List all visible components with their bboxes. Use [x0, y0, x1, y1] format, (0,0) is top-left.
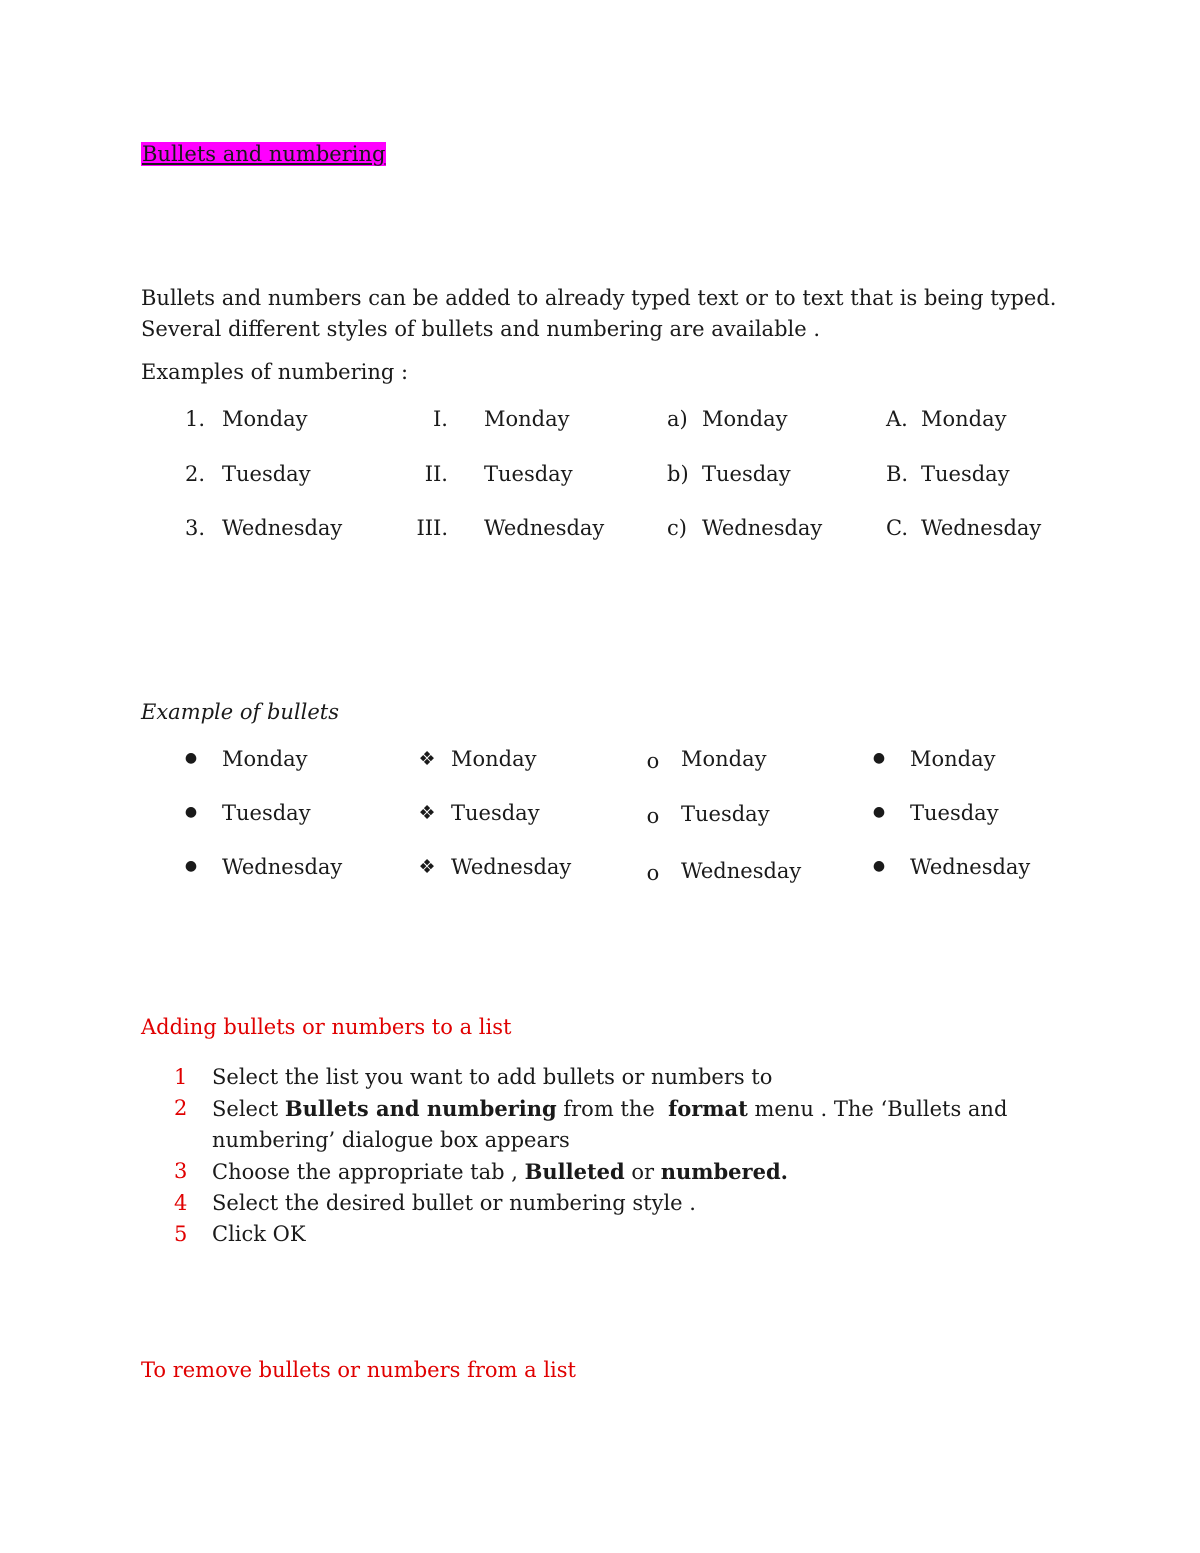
list-item: Tuesday [910, 801, 999, 825]
list-item: Monday [451, 747, 537, 771]
list-item: Wednesday [910, 855, 1031, 879]
page-title [141, 142, 386, 166]
list-item: Tuesday [484, 462, 573, 486]
bullets-label: Example of bullets [141, 700, 340, 724]
numbering-marker: 1. [184, 407, 205, 431]
step-number: 1 [174, 1065, 188, 1089]
step-number: 4 [174, 1191, 188, 1215]
numbering-label: Examples of numbering : [141, 360, 409, 384]
list-item [170, 1062, 1050, 1093]
step-text: Select the desired bullet or numbering style . [212, 1191, 696, 1215]
circle-bullet-icon: o [646, 861, 660, 885]
step-bold-text: numbered. [660, 1159, 788, 1184]
bullet-dot-icon: ● [872, 804, 886, 820]
step-text: Select the list you want to add bullets or numbers to [212, 1065, 773, 1089]
list-item: Tuesday [451, 801, 540, 825]
list-item: Wednesday [702, 516, 823, 540]
list-item: Tuesday [921, 462, 1010, 486]
list-item: Wednesday [222, 855, 343, 879]
numbering-marker: A. [886, 407, 908, 431]
steps-list [170, 1062, 1050, 1250]
list-item: Monday [681, 747, 767, 771]
list-item: Wednesday [484, 516, 605, 540]
numbering-marker: B. [886, 462, 909, 486]
step-number: 3 [174, 1159, 188, 1183]
list-item: Wednesday [222, 516, 343, 540]
adding-heading: Adding bullets or numbers to a list [141, 1015, 512, 1039]
list-item: Wednesday [921, 516, 1042, 540]
bullet-dot-icon: ● [184, 750, 198, 766]
list-item: Tuesday [702, 462, 791, 486]
list-item: Monday [910, 747, 996, 771]
numbering-marker: 3. [184, 516, 205, 540]
step-text: Click OK [212, 1222, 306, 1246]
step-bold-text: format [668, 1096, 748, 1121]
bullet-dot-icon: ● [872, 858, 886, 874]
step-text [212, 1093, 1050, 1156]
step-text-part: Select [212, 1097, 285, 1121]
list-item: Monday [484, 407, 570, 431]
list-item: Monday [702, 407, 788, 431]
numbering-marker: C. [886, 516, 908, 540]
step-text-part: from the [556, 1097, 669, 1121]
numbering-marker: II. [424, 462, 448, 486]
list-item [170, 1188, 1050, 1219]
step-text-part: or [624, 1160, 661, 1184]
bullet-dot-icon: ● [872, 750, 886, 766]
list-item: Wednesday [681, 859, 802, 883]
list-item: Monday [921, 407, 1007, 431]
list-item: Monday [222, 407, 308, 431]
list-item [170, 1093, 1050, 1156]
list-item: Tuesday [681, 802, 770, 826]
step-number: 5 [174, 1222, 188, 1246]
step-bold-text: Bullets and numbering [284, 1096, 557, 1121]
list-item: Tuesday [222, 462, 311, 486]
step-bold-text: Bulleted [524, 1159, 625, 1184]
diamond-bullet-icon: ❖ [418, 856, 436, 878]
numbering-marker: III. [416, 516, 448, 540]
step-text-part: Choose the appropriate tab , [212, 1160, 525, 1184]
step-text-part: menu . The ‘Bullets and numbering’ dialogue box appears [212, 1097, 1008, 1152]
step-text [212, 1156, 1050, 1188]
diamond-bullet-icon: ❖ [418, 802, 436, 824]
highlighted-title: Bullets and numbering [142, 142, 386, 166]
diamond-bullet-icon: ❖ [418, 748, 436, 770]
list-item [170, 1219, 1050, 1250]
list-item: Tuesday [222, 801, 311, 825]
numbering-marker: I. [433, 407, 448, 431]
numbering-marker: c) [667, 516, 687, 540]
remove-heading: To remove bullets or numbers from a list [141, 1358, 576, 1382]
bullet-dot-icon: ● [184, 858, 198, 874]
circle-bullet-icon: o [646, 804, 660, 828]
numbering-marker: a) [667, 407, 688, 431]
intro-paragraph: Bullets and numbers can be added to already typed text or to text that is being typed. Several different styles of bullets and numbering are available . [141, 286, 1057, 341]
list-item [170, 1156, 1050, 1188]
bullet-dot-icon: ● [184, 804, 198, 820]
numbering-marker: 2. [184, 462, 205, 486]
numbering-marker: b) [667, 462, 689, 486]
list-item: Wednesday [451, 855, 572, 879]
circle-bullet-icon: o [646, 749, 660, 773]
step-number: 2 [174, 1096, 188, 1120]
list-item: Monday [222, 747, 308, 771]
